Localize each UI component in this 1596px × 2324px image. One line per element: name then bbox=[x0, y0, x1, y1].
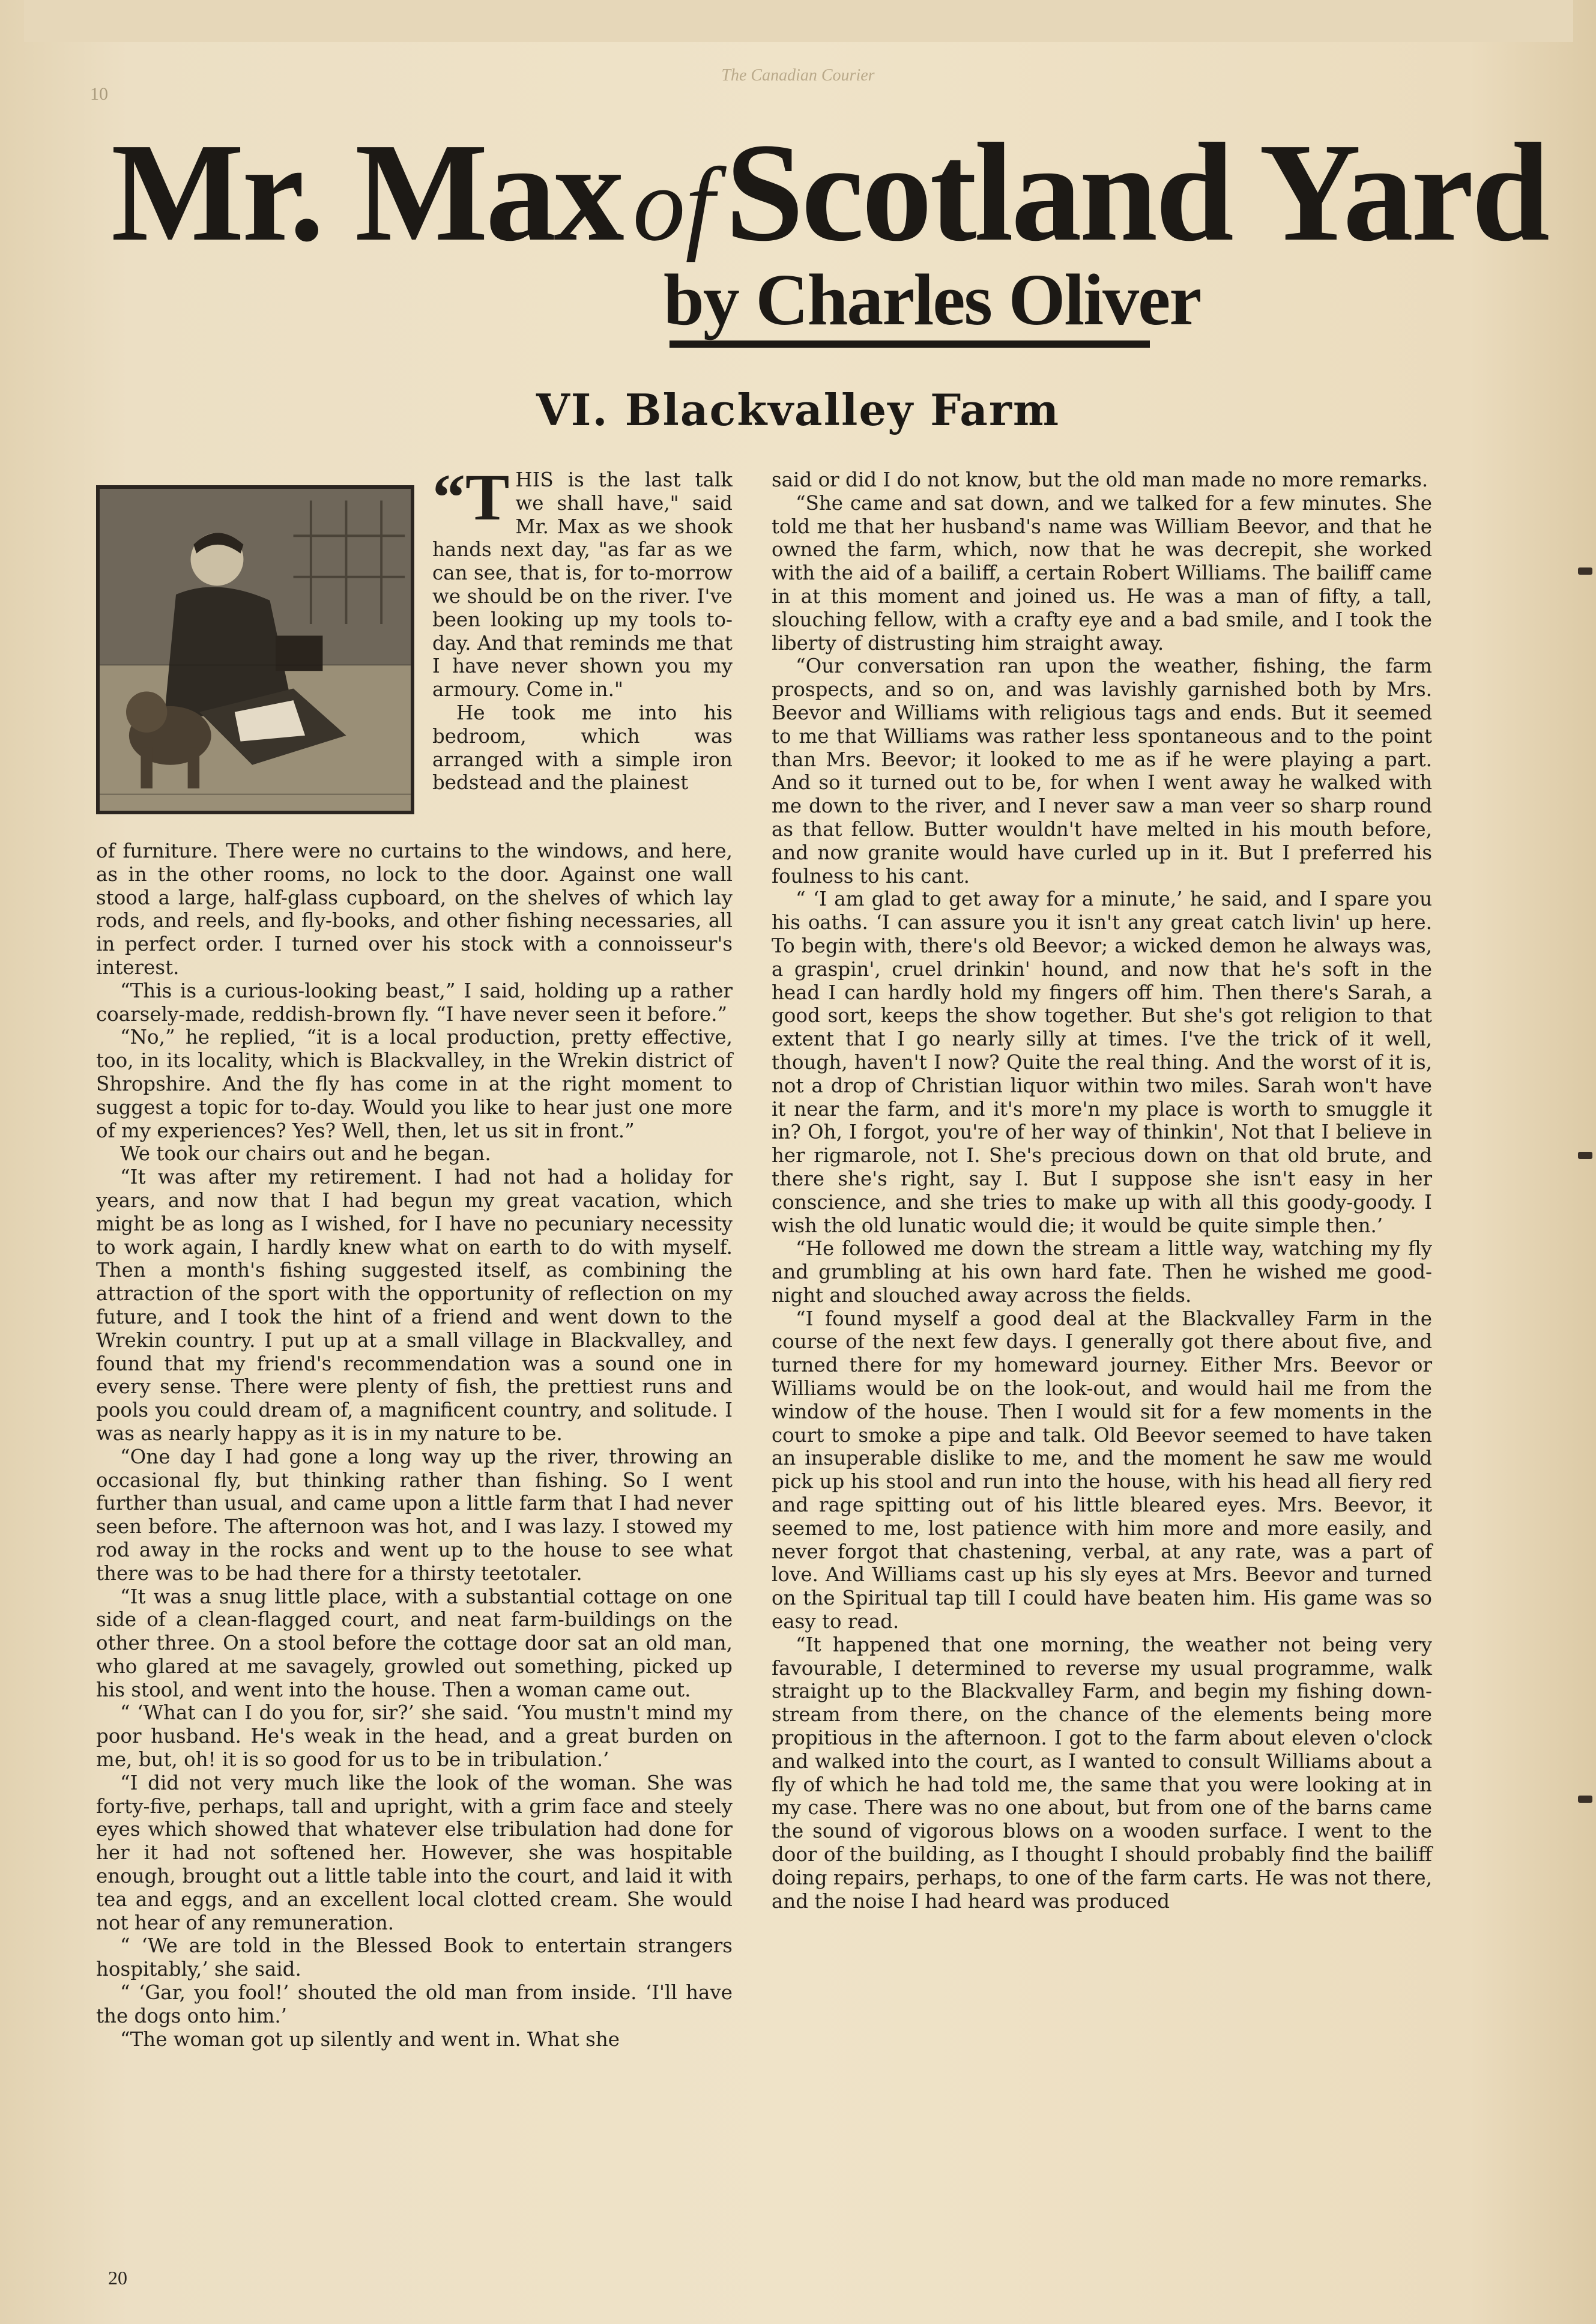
illustration-drawing bbox=[100, 489, 411, 811]
paragraph: “It was after my retirement. I had not had a holiday for years, and now that I had begun my great vacation, which might be as long as I wished, for I have no pecuniary necessity to work again, I hardly knew what on earth to do with myself. Then a month's fishing suggested itself, as combining the attraction of the sport with the opportunity of reflection on my future, and I took the hint of a friend and went down to the Wrekin country. I put up at a small village in Blackvalley, and found that my friend's recommendation was a sound one in every sense. There were plenty of fish, the prettiest runs and pools you could dream of, a magnificent country, and solitude. I was as nearly happy as it is in my nature to be. bbox=[96, 1166, 733, 1445]
paragraph: “He followed me down the stream a little way, watching my fly and grumbling at his own hard fate. Then he wished me good-night and slouched away across the fields. bbox=[772, 1237, 1432, 1307]
paragraph: “One day I had gone a long way up the river, throwing an occasional fly, but thinking rather than fishing. So I went further than usual, and came upon a little farm that I had never seen before. The afternoon was hot, and I was lazy. I stowed my rod away in the rocks and went up to the house to see what there was to be had there for a thirsty teetotaler. bbox=[96, 1445, 733, 1585]
opening-paragraph bbox=[432, 461, 733, 701]
title-part-1: Mr. Max bbox=[111, 114, 622, 270]
title-of: of bbox=[632, 146, 715, 262]
paragraph: “It happened that one morning, the weather not being very favourable, I determined to reverse my usual programme, walk straight up to the Blackvalley Farm, and begin my fishing down-stream from there, on the chance of the elements being more propitious in the afternoon. I got to the farm about eleven o'clock and walked into the court, as I wanted to consult Williams about a fly of which he had told me, the same that you were looking at in my case. There was no one about, but from one of the barns came the sound of vigorous blows on a wooden surface. I went to the door of the building, as I thought I should probably find the bailiff doing repairs, perhaps, to one of the farm carts. He was not there, and the noise I had heard was produced bbox=[772, 1633, 1432, 1913]
byline-underline bbox=[670, 340, 1150, 348]
running-head: The Canadian Courier bbox=[721, 66, 875, 85]
paragraph: He took me into his bedroom, which was arranged with a simple iron bedstead and the plainest bbox=[432, 701, 733, 794]
top-page-number: 10 bbox=[90, 84, 108, 104]
title-part-2: Scotland Yard bbox=[725, 114, 1548, 270]
byline: by Charles Oliver bbox=[663, 259, 1201, 340]
page-top-strip bbox=[24, 0, 1573, 42]
paragraph: of furniture. There were no curtains to the windows, and here, as in the other rooms, no lock to the door. Against one wall stood a large, half-glass cupboard, on the shelves of which lay rods, and reels, and fly-books, and other fishing necessaries, all in perfect order. I turned over his stock with a connoisseur's interest. bbox=[96, 840, 733, 979]
paragraph: “The woman got up silently and went in. What she bbox=[120, 2027, 620, 2051]
paragraph: “ ‘What can I do you for, sir?’ she said. ‘You mustn't mind my poor husband. He's weak in the head, and a great burden on me, but, oh! it is so good for us to be in tribulation.’ bbox=[96, 1701, 733, 1772]
paragraph: “ ‘We are told in the Blessed Book to entertain strangers hospitably,’ she said. bbox=[96, 1934, 733, 1981]
column-left-top bbox=[432, 461, 733, 794]
margin-mark bbox=[1578, 567, 1592, 575]
paragraph: “I found myself a good deal at the Blackvalley Farm in the course of the next few days. I generally got there about five, and turned there for my homeward journey. Either Mrs. Beevor or Williams would be on the look-out, and would hail me from the window of the house. Then I would sit for a few moments in the court to smoke a pipe and talk. Old Beevor seemed to have taken an insuperable dislike to me, and the moment he saw me would pick up his stool and run into the house, with his head all fiery red and rage spitting out of his little bleared eyes. Mrs. Beevor, it seemed to me, lost patience with him more and more easily, and never forgot that chastening, verbal, at any rate, was a part of love. And Williams cast up his sly eyes at Mrs. Beevor and turned on the Spiritual tap till I could have beaten him. His game was so easy to read. bbox=[772, 1307, 1432, 1633]
margin-mark bbox=[1578, 1796, 1592, 1803]
page-number: 20 bbox=[108, 2267, 127, 2289]
drop-cap: “T bbox=[432, 461, 510, 534]
paragraph: “ ‘I am glad to get away for a minute,’ he said, and I spare you his oaths. ‘I can assure you it isn't any great catch livin' up here. To begin with, there's old Beevor; a wicked demon he always was, a graspin', cruel drinkin' hound, and now that he's soft in the head I can hardly hold my fingers off him. Then there's Sarah, a good sort, keeps the show together. But she's got religion to that extent that I go nearly silly at times. I've the trick of it well, though, haven't I now? Quite the real thing. And the worst of it is, not a drop of Christian liquor within two miles. Sarah won't have it near the farm, and it's more'n my place is worth to smuggle it in? Oh, I forgot, you're of her way of thinkin', Not that I believe in her rigmarole, not I. She's precious down on that old brute, and there she's right, say I. But I suppose she isn't easy in her conscience, and she tries to make up with all this goody-goody. I wish the old lunatic would die; it would be quite simple then.’ bbox=[772, 888, 1432, 1237]
illustration-man-with-dog bbox=[96, 485, 414, 814]
paragraph: “No,” he replied, “it is a local production, pretty effective, too, in its locality, which is Blackvalley, in the Wrekin district of Shropshire. And the fly has come in at the right moment to suggest a topic for to-day. Would you like to hear just one more of my experiences? Yes? Well, then, let us sit in front.” bbox=[96, 1026, 733, 1142]
margin-mark bbox=[1578, 1152, 1592, 1159]
paragraph: “It was a snug little place, with a substantial cottage on one side of a clean-flagged court, and neat farm-buildings on the other three. On a stool before the cottage door sat an old man, who glared at me savagely, growled out something, picked up his stool, and went into the house. Then a woman came out. bbox=[96, 1585, 733, 1701]
column-right bbox=[772, 468, 1432, 1913]
paragraph: “ ‘Gar, you fool!’ shouted the old man from inside. ‘I'll have the dogs onto him.’ bbox=[96, 1981, 733, 2027]
chapter-heading: VI. Blackvalley Farm bbox=[536, 384, 1060, 435]
paragraph: “Our conversation ran upon the weather, fishing, the farm prospects, and so on, and was lavishly garnished both by Mrs. Beevor and Williams with religious tags and ends. But it seemed to me that Williams was rather less spontaneous and to the point than Mrs. Beevor; it looked to me as if he were playing a part. And so it turned out to be, for when I went away he walked with me down to the river, and I never saw a man veer so sharp round as that fellow. Butter wouldn't have melted in his mouth before, and now granite would have curled up in it. But I preferred his foulness to his cant. bbox=[772, 655, 1432, 888]
paragraph: “I did not very much like the look of the woman. She was forty-five, perhaps, tall and upright, with a grim face and steely eyes which showed that whatever else tribulation had done for her it had not softened her. However, she was hospitable enough, brought out a little table into the court, and laid it with tea and eggs, and an excellent local clotted cream. She would not hear of any remuneration. bbox=[96, 1771, 733, 1934]
paragraph: “She came and sat down, and we talked for a few minutes. She told me that her husband's name was William Beevor, and that he owned the farm, which, now that he was decrepit, she worked with the aid of a bailiff, a certain Robert Williams. The bailiff came in at this moment and joined us. He was a man of fifty, a tall, slouching fellow, with a crafty eye and a bad smile, and I took the liberty of distrusting him straight away. bbox=[772, 491, 1432, 655]
paragraph: “This is a curious-looking beast,” I said, holding up a rather coarsely-made, reddish-brown fly. “I have never seen it before.” bbox=[96, 979, 733, 1026]
column-left-main bbox=[96, 840, 733, 2051]
paragraph: said or did I do not know, but the old man made no more remarks. bbox=[772, 468, 1428, 491]
opening-paragraph-text: HIS is the last talk we shall have," said Mr. Max as we shook hands next day, "as far as we can see, that is, for to-morrow we should be on the river. I've been looking up my tools to-day. And that reminds me that I have never shown you my armoury. Come in." bbox=[432, 468, 733, 701]
paragraph: We took our chairs out and he began. bbox=[120, 1142, 491, 1166]
